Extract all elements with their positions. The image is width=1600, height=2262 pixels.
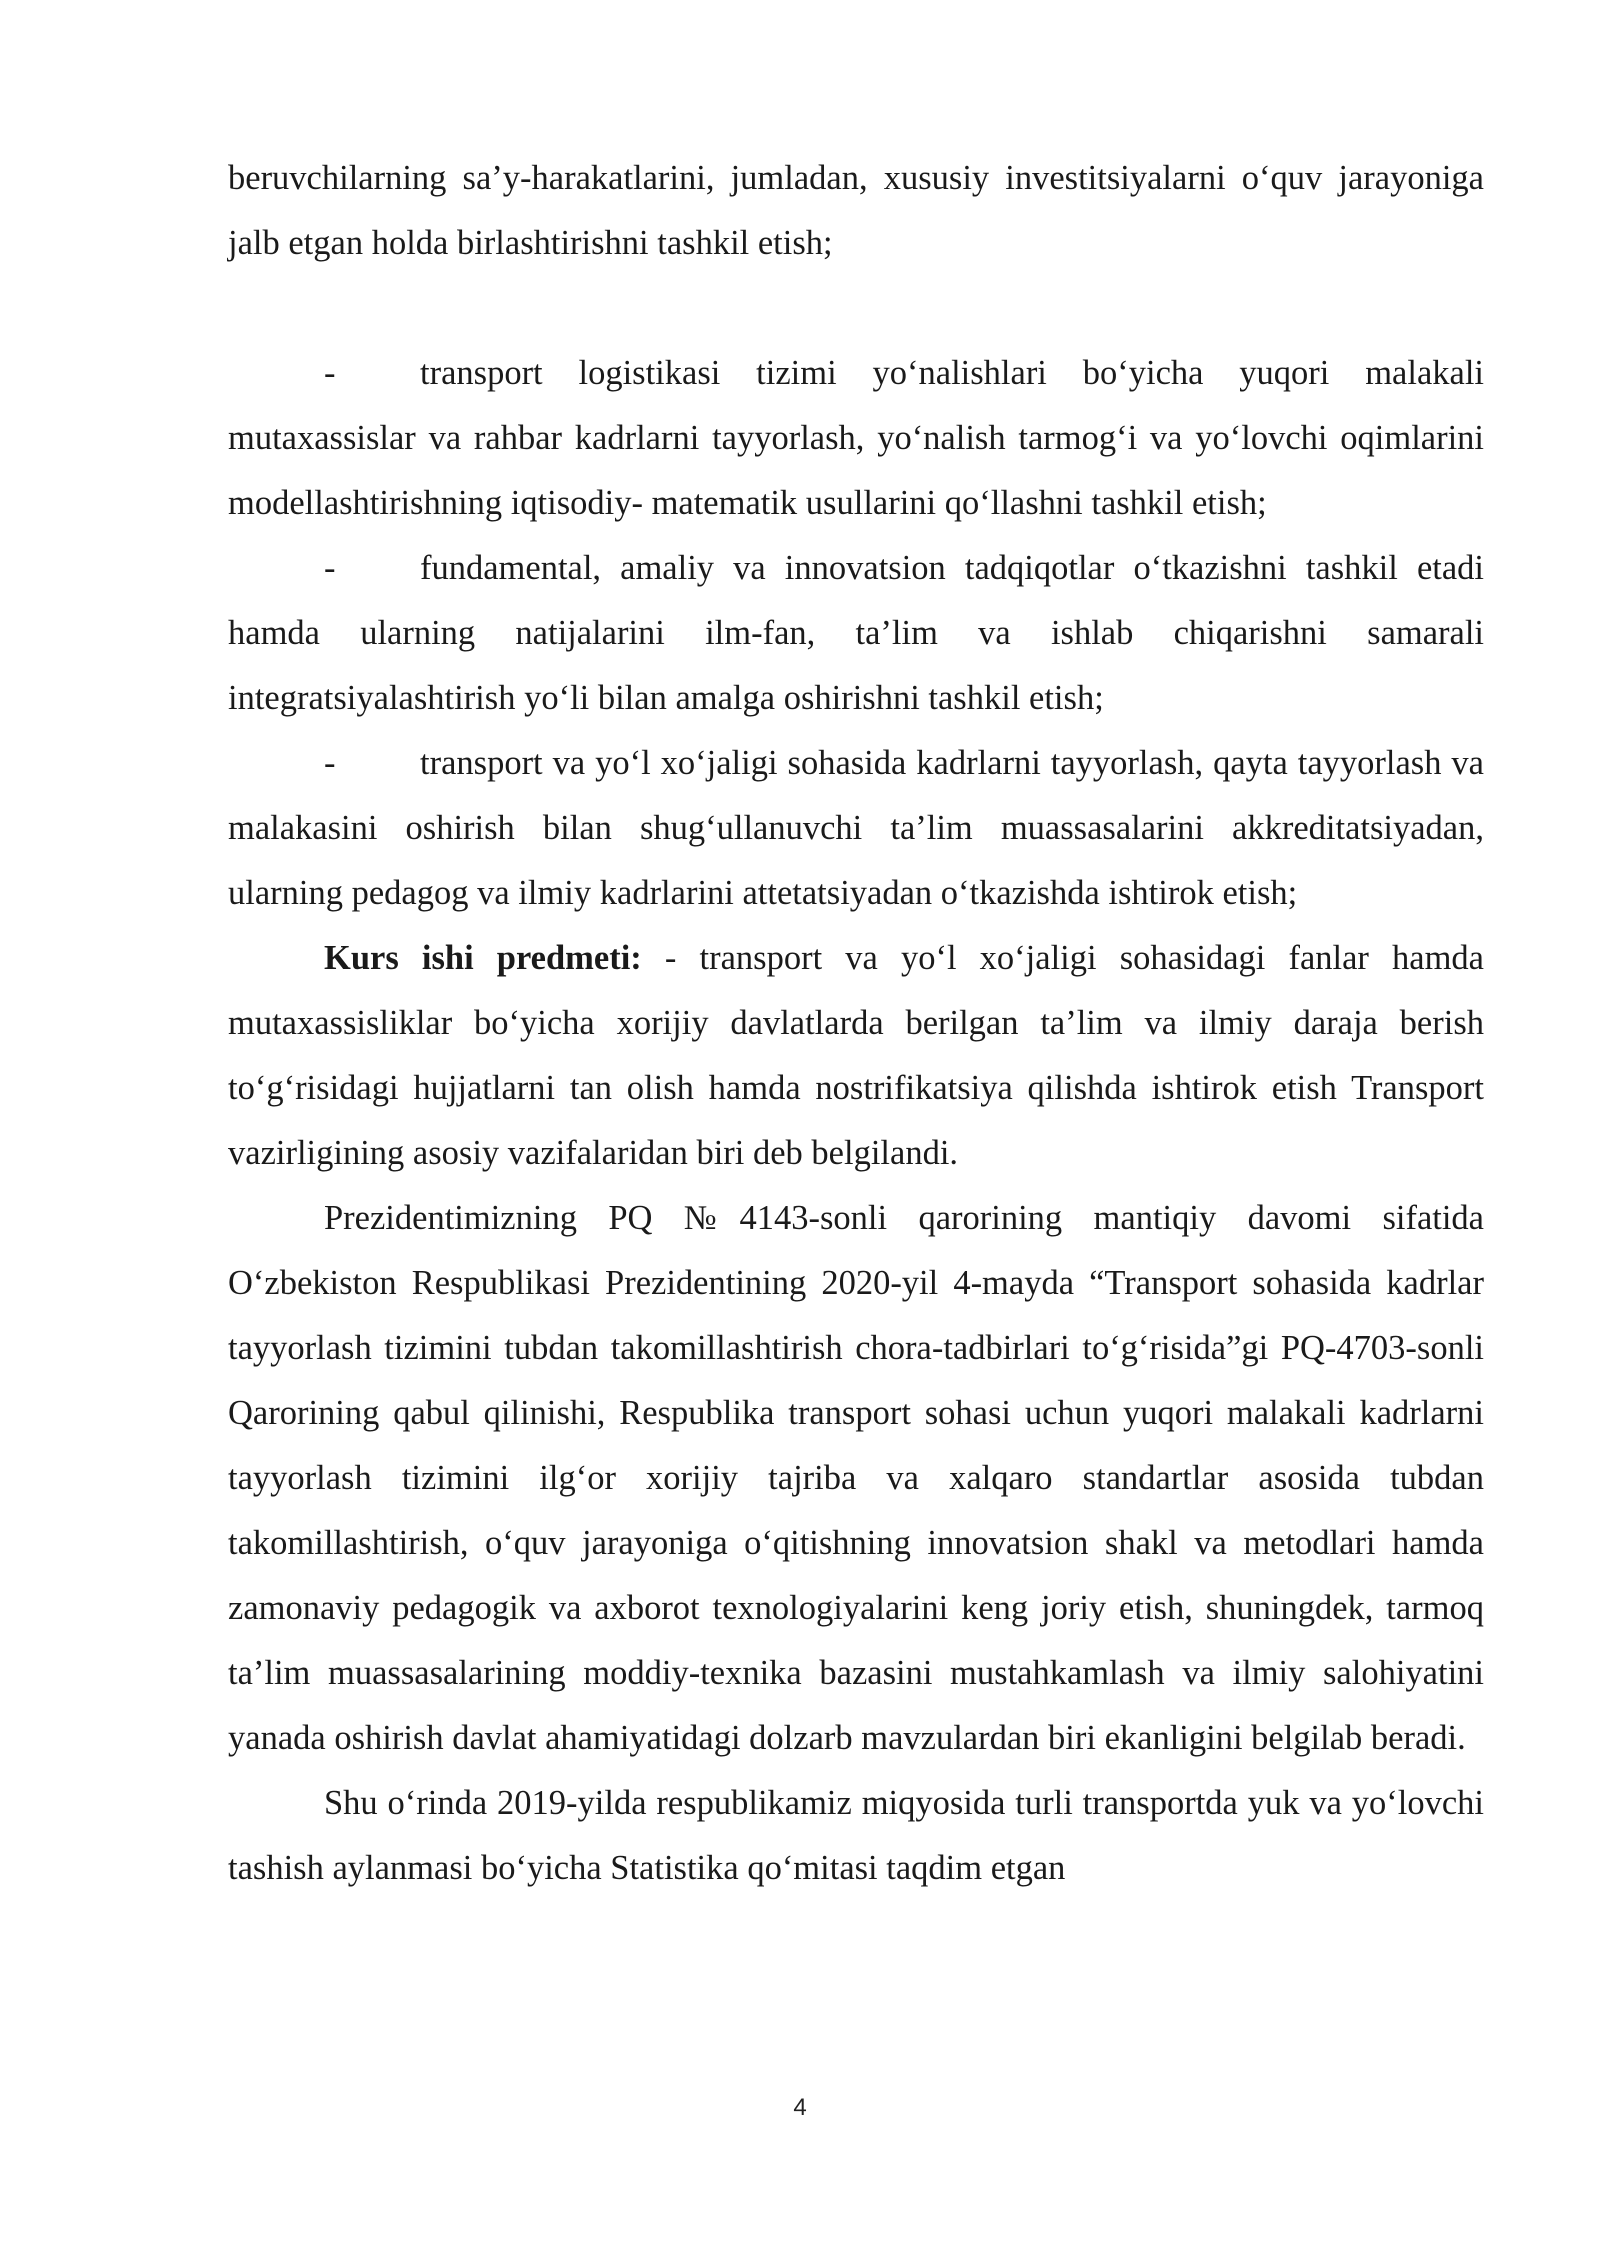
page-number: 4 (793, 2094, 807, 2121)
list-item-text: fundamental, amaliy va innovatsion tadqiqotlar o‘tkazishni tashkil etadi hamda ularning natijalarini ilm-fan, ta’lim va ishlab chiqarishni samarali integratsiyalashtirish yo‘li bilan amalga oshirishni tashkil etish; (228, 549, 1484, 717)
list-item-accreditation (228, 731, 1484, 926)
list-dash: - (324, 549, 336, 587)
paragraph-statistics: Shu o‘rinda 2019-yilda respublikamiz miqyosida turli transportda yuk va yo‘lovchi tashish aylanmasi bo‘yicha Statistika qo‘mitasi taqdim etgan (228, 1784, 1484, 1887)
list-dash: - (324, 354, 336, 392)
list-item-research (228, 536, 1484, 731)
list-item-text: transport va yo‘l xo‘jaligi sohasida kadrlarni tayyorlash, qayta tayyorlash va malakasini oshirish bilan shug‘ullanuvchi ta’lim muassasalarini akkreditatsiyadan, ularning pedagog va ilmiy kadrlarini attetatsiyadan o‘tkazishda ishtirok etish; (228, 744, 1484, 912)
paragraph-course-subject (228, 926, 1484, 1186)
course-subject-heading: Kurs ishi predmeti: (324, 939, 642, 977)
paragraph-continuation: beruvchilarning sa’y-harakatlarini, jumladan, xususiy investitsiyalarni o‘quv jarayoniga jalb etgan holda birlashtirishni tashkil etish; (228, 159, 1484, 262)
paragraph-presidential-decree: Prezidentimizning PQ №4143-sonli qarorining mantiqiy davomi sifatida O‘zbekiston Respublikasi Prezidentining 2020-yil 4-mayda “Transport sohasida kadrlar tayyorlash tizimini tubdan takomillashtirish chora-tadbirlari to‘g‘risida”gi PQ-4703-sonli Qarorining qabul qilinishi, Respublika transport sohasi uchun yuqori malakali kadrlarni tayyorlash tizimini ilg‘or xorijiy tajriba va xalqaro standartlar asosida tubdan takomillashtirish, o‘quv jarayoniga o‘qitishning innovatsion shakl va metodlari hamda zamonaviy pedagogik va axborot texnologiyalarini keng joriy etish, shuningdek, tarmoq ta’lim muassasalarining moddiy-texnika bazasini mustahkamlash va ilmiy salohiyatini yanada oshirish davlat ahamiyatidagi dolzarb mavzulardan biri ekanligini belgilab beradi. (228, 1199, 1484, 1757)
list-item-text: transport logistikasi tizimi yo‘nalishlari bo‘yicha yuqori malakali mutaxassislar va rahbar kadrlarni tayyorlash, yo‘nalish tarmog‘i va yo‘lovchi oqimlarini modellashtirishning iqtisodiy- matematik usullarini qo‘llashni tashkil etish; (228, 354, 1484, 522)
list-item-logistics (228, 341, 1484, 536)
document-page (228, 146, 1484, 1901)
course-subject-text: - transport va yo‘l xo‘jaligi sohasidagi fanlar hamda mutaxassisliklar bo‘yicha xorijiy davlatlarda berilgan ta’lim va ilmiy daraja berish to‘g‘risidagi hujjatlarni tan olish hamda nostrifikatsiya qilishda ishtirok etish Transport vazirligining asosiy vazifalaridan biri deb belgilandi. (228, 939, 1484, 1172)
list-dash: - (324, 744, 336, 782)
